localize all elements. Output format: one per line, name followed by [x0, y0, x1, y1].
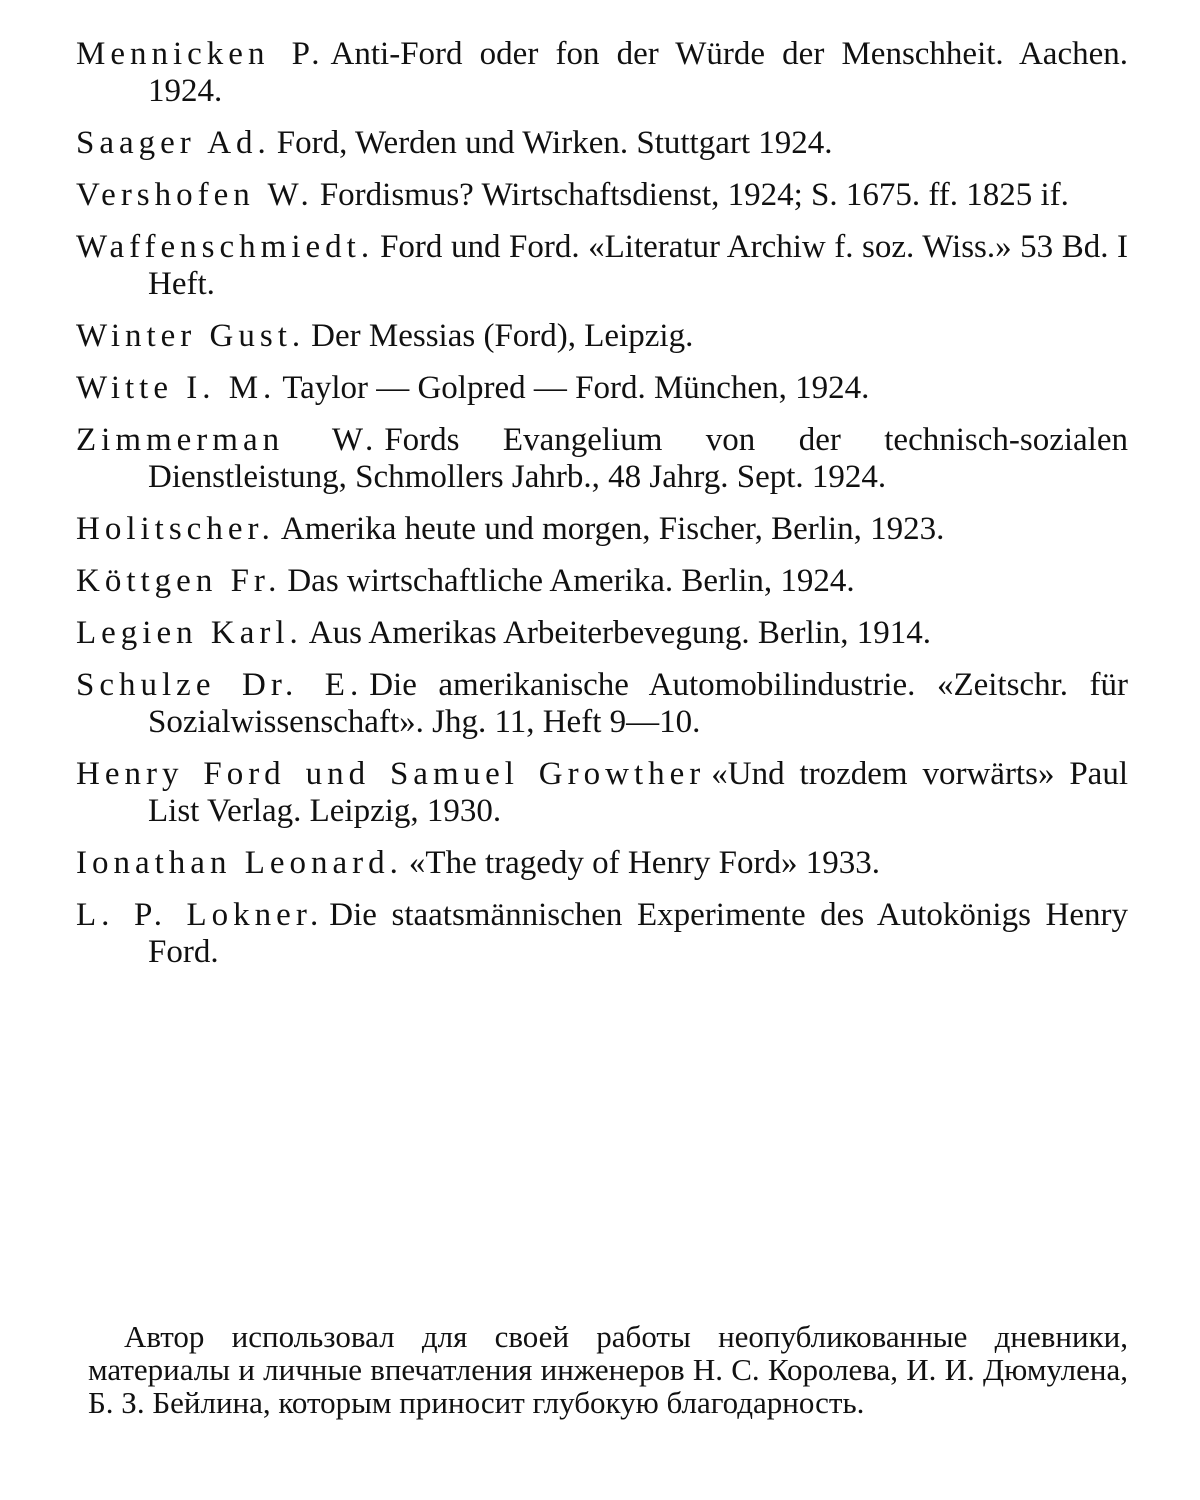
bibliography-entry	[76, 615, 1128, 652]
entry-author: Schulze Dr. E.	[76, 667, 364, 703]
entry-author: Zimmerman W.	[76, 422, 379, 458]
entry-author: Vershofen W.	[76, 177, 314, 213]
entry-text: Ford und Ford. «Literatur Archiw f. soz. Wiss.» 53 Bd. I Heft.	[148, 229, 1128, 302]
bibliography-entry	[76, 667, 1128, 741]
entry-author: Holitscher.	[76, 511, 275, 547]
bibliography-list	[76, 36, 1128, 986]
bibliography-entry	[76, 229, 1128, 303]
entry-author: Ionathan Leonard.	[76, 845, 403, 881]
entry-author: Witte I. M.	[76, 370, 277, 406]
bibliography-entry	[76, 511, 1128, 548]
bibliography-entry	[76, 756, 1128, 830]
entry-author: Mennicken P.	[76, 36, 325, 72]
entry-author: L. P. Lokner.	[76, 897, 324, 933]
entry-text: «The tragedy of Henry Ford» 1933.	[408, 845, 880, 881]
bibliography-entry	[76, 845, 1128, 882]
bibliography-entry	[76, 563, 1128, 600]
entry-text: «Und trozdem vorwärts» Paul List Verlag. Leipzig, 1930.	[148, 756, 1128, 829]
entry-text: Der Messias (Ford), Leipzig.	[311, 318, 694, 354]
bibliography-entry	[76, 370, 1128, 407]
entry-text: Fordismus? Wirtschaftsdienst, 1924; S. 1675. ff. 1825 if.	[319, 177, 1069, 213]
entry-text: Amerika heute und morgen, Fischer, Berlin, 1923.	[280, 511, 945, 547]
entry-author: Waffenschmiedt.	[76, 229, 375, 265]
bibliography-entry	[76, 897, 1128, 971]
bibliography-entry	[76, 177, 1128, 214]
entry-text: Ford, Werden und Wirken. Stuttgart 1924.	[276, 125, 833, 161]
entry-author: Köttgen Fr.	[76, 563, 282, 599]
bibliography-entry	[76, 318, 1128, 355]
bibliography-entry	[76, 125, 1128, 162]
bibliography-entry	[76, 36, 1128, 110]
entry-text: Taylor — Golpred — Ford. München, 1924.	[282, 370, 870, 406]
entry-text: Fords Evangelium von der technisch-sozialen Dienstleistung, Schmollers Jahrb., 48 Jahrg. Sept. 1924.	[148, 422, 1128, 495]
entry-text: Die amerikanische Automobilindustrie. «Zeitschr. für Sozialwissenschaft». Jhg. 11, Heft 9—10.	[148, 667, 1129, 740]
entry-author: Saager Ad.	[76, 125, 271, 161]
author-acknowledgement: Автор использовал для своей работы неопубликованные дневники, материалы и личные впечатления инженеров Н. С. Королева, И. И. Дюмулена, Б. З. Бейлина, которым приносит глубокую благодарность.	[88, 1319, 1128, 1420]
entry-author: Winter Gust.	[76, 318, 306, 354]
entry-text: Das wirtschaftliche Amerika. Berlin, 1924.	[287, 563, 855, 599]
bibliography-entry	[76, 422, 1128, 496]
entry-text: Die staatsmännischen Experimente des Autokönigs Henry Ford.	[148, 897, 1128, 970]
entry-author: Legien Karl.	[76, 615, 303, 651]
entry-text: Aus Amerikas Arbeiterbevegung. Berlin, 1914.	[308, 615, 932, 651]
entry-author: Henry Ford und Samuel Growther	[76, 756, 706, 792]
entry-text: Anti-Ford oder fon der Würde der Menschheit. Aachen. 1924.	[148, 36, 1129, 109]
